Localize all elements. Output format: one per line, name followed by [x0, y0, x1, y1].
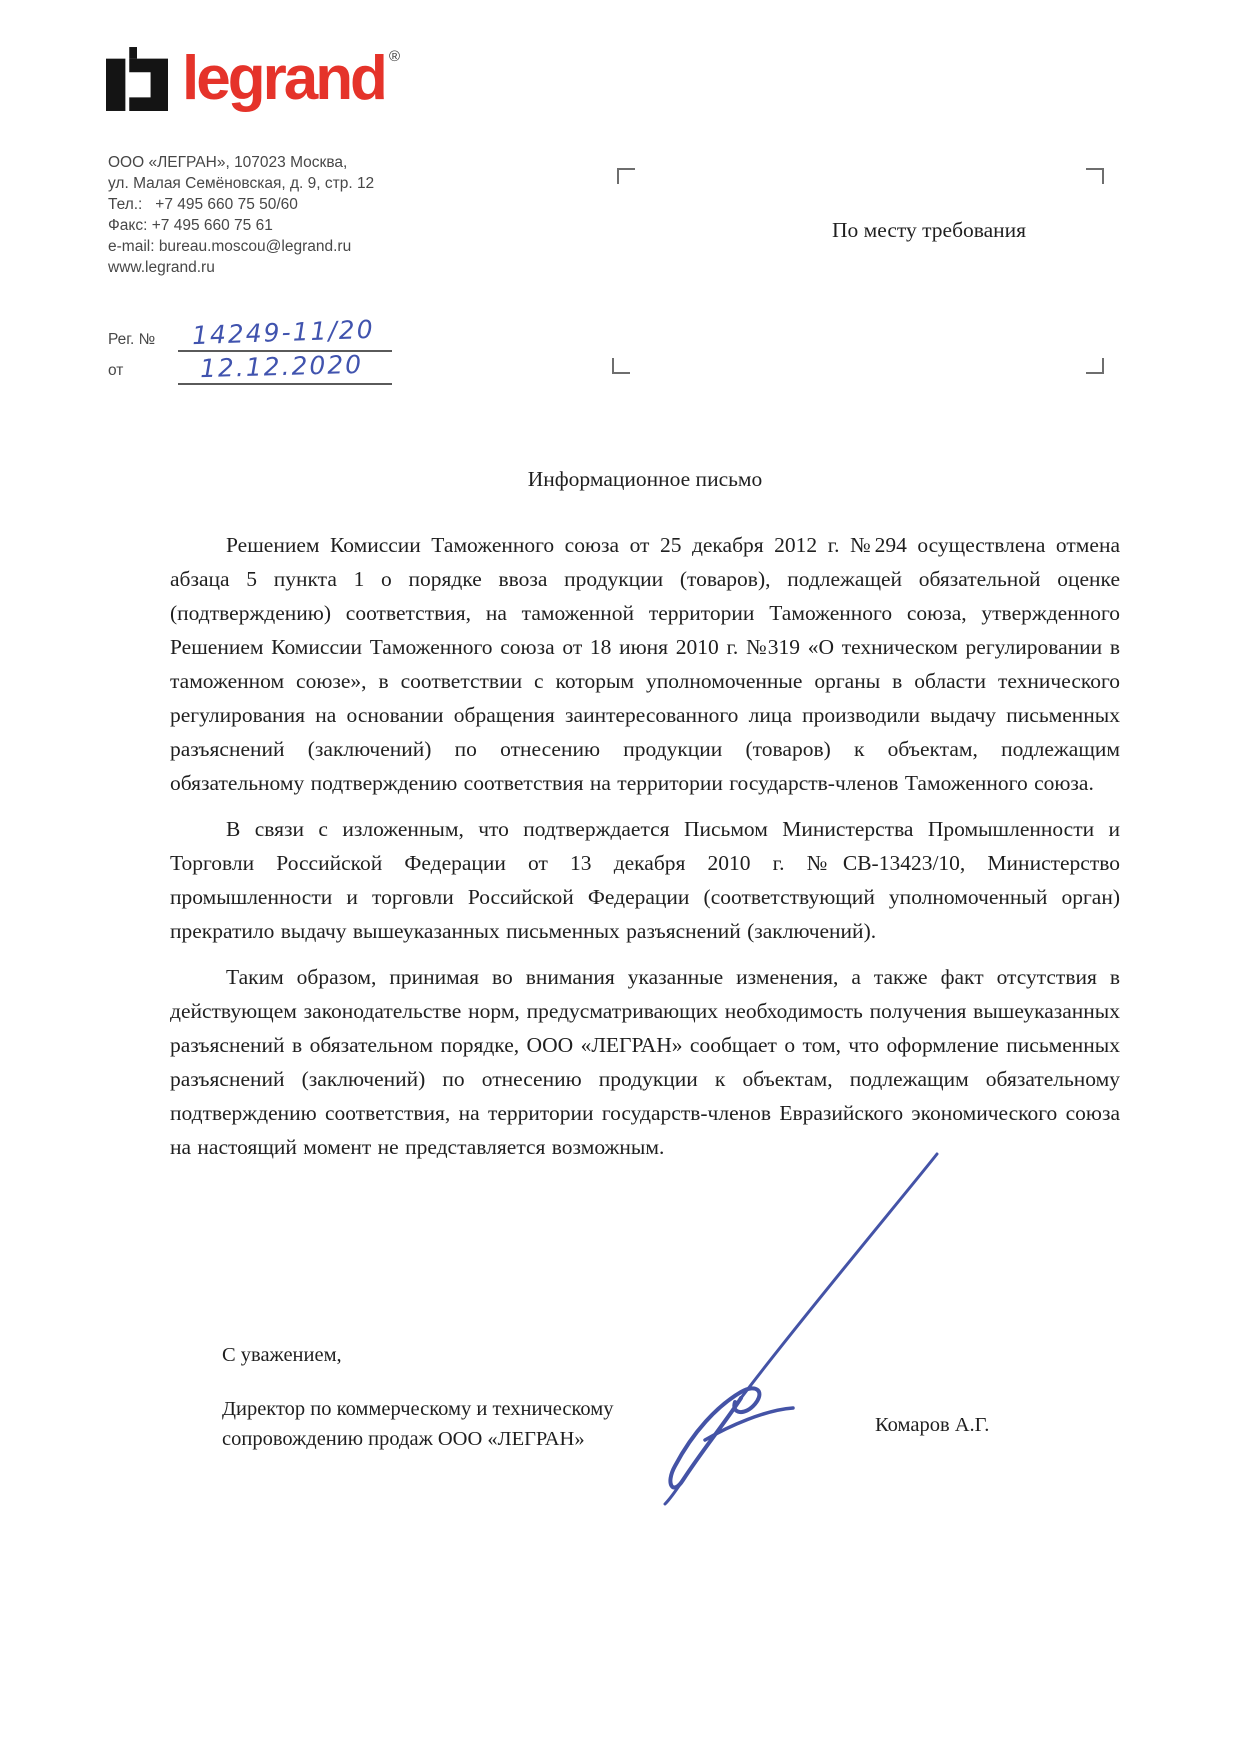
closing-salutation: С уважением,: [222, 1344, 342, 1366]
letter-body: [170, 528, 1120, 1176]
address-window-corner-top-left: [617, 168, 635, 184]
body-paragraph: Решением Комиссии Таможенного союза от 25 декабря 2012 г. №294 осуществлена отмена абзаца 5 пункта 1 о порядке ввоза продукции (товаров), подлежащей обязательной оценке (подтверждению) соответствия, на таможенной территории Таможенного союза, утвержденного Решением Комиссии Таможенного союза от 18 июня 2010 г. №319 «О техническом регулировании в таможенном союзе», в соответствии с которым уполномоченные органы в области технического регулирования на основании обращения заинтересованного лица производили выдачу письменных разъяснений (заключений) по отнесению продукции (товаров) к объектам, подлежащим обязательному подтверждению соответствия на территории государств-членов Таможенного союза.: [170, 533, 1120, 795]
reg-number-label: Рег. №: [108, 331, 156, 348]
letterhead-line: Факс: +7 495 660 75 61: [108, 217, 273, 234]
reg-date-label: от: [108, 362, 124, 379]
signer-name: Комаров А.Г.: [875, 1414, 990, 1436]
recipient-line: По месту требования: [832, 218, 1027, 242]
reg-number-handwritten-value: 14249-11/20: [191, 314, 376, 351]
legrand-logo: [106, 46, 400, 112]
signer-position-line-1: Директор по коммерческому и техническому: [222, 1398, 614, 1420]
signer-position-line-2: сопровождению продаж ООО «ЛЕГРАН»: [222, 1428, 585, 1450]
letterhead-line: Тел.: +7 495 660 75 50/60: [108, 196, 298, 213]
signature-ink: [645, 1140, 955, 1510]
address-window-corner-top-right: [1086, 168, 1104, 184]
body-paragraph: Таким образом, принимая во внимания указанные изменения, а также факт отсутствия в действующем законодательстве норм, предусматривающих необходимость получения вышеуказанных разъяснений в обязательном порядке, ООО «ЛЕГРАН» сообщает о том, что оформление письменных разъяснений (заключений) по отнесению продукции к объектам, подлежащим обязательному подтверждению соответствия, на территории государств-членов Евразийского экономического союза на настоящий момент не представляется возможным.: [170, 965, 1120, 1159]
reg-date-handwritten-value: 12.12.2020: [199, 349, 364, 384]
registered-trademark-icon: ®: [388, 48, 400, 65]
address-window-corner-bottom-right: [1086, 358, 1104, 374]
letterhead-line: www.legrand.ru: [108, 259, 215, 276]
letterhead-line: ул. Малая Семёновская, д. 9, стр. 12: [108, 175, 375, 192]
letterhead-line: e-mail: bureau.moscou@legrand.ru: [108, 238, 352, 255]
address-window-corner-bottom-left: [612, 358, 630, 374]
body-paragraph: В связи с изложенным, что подтверждается Письмом Министерства Промышленности и Торговли Российской Федерации от 13 декабря 2010 г. №СВ-13423/10, Министерство промышленности и торговли Российской Федерации (соответствующий уполномоченный орган) прекратило выдачу вышеуказанных письменных разъяснений (заключений).: [170, 817, 1120, 943]
logo-wordmark: legrand: [182, 44, 385, 113]
letterhead-line: ООО «ЛЕГРАН», 107023 Москва,: [108, 154, 348, 171]
letter-title: Информационное письмо: [527, 467, 763, 491]
reg-date-line: [178, 383, 392, 385]
letterhead-address: [108, 152, 374, 278]
legrand-logo-mark-icon: [106, 46, 168, 112]
